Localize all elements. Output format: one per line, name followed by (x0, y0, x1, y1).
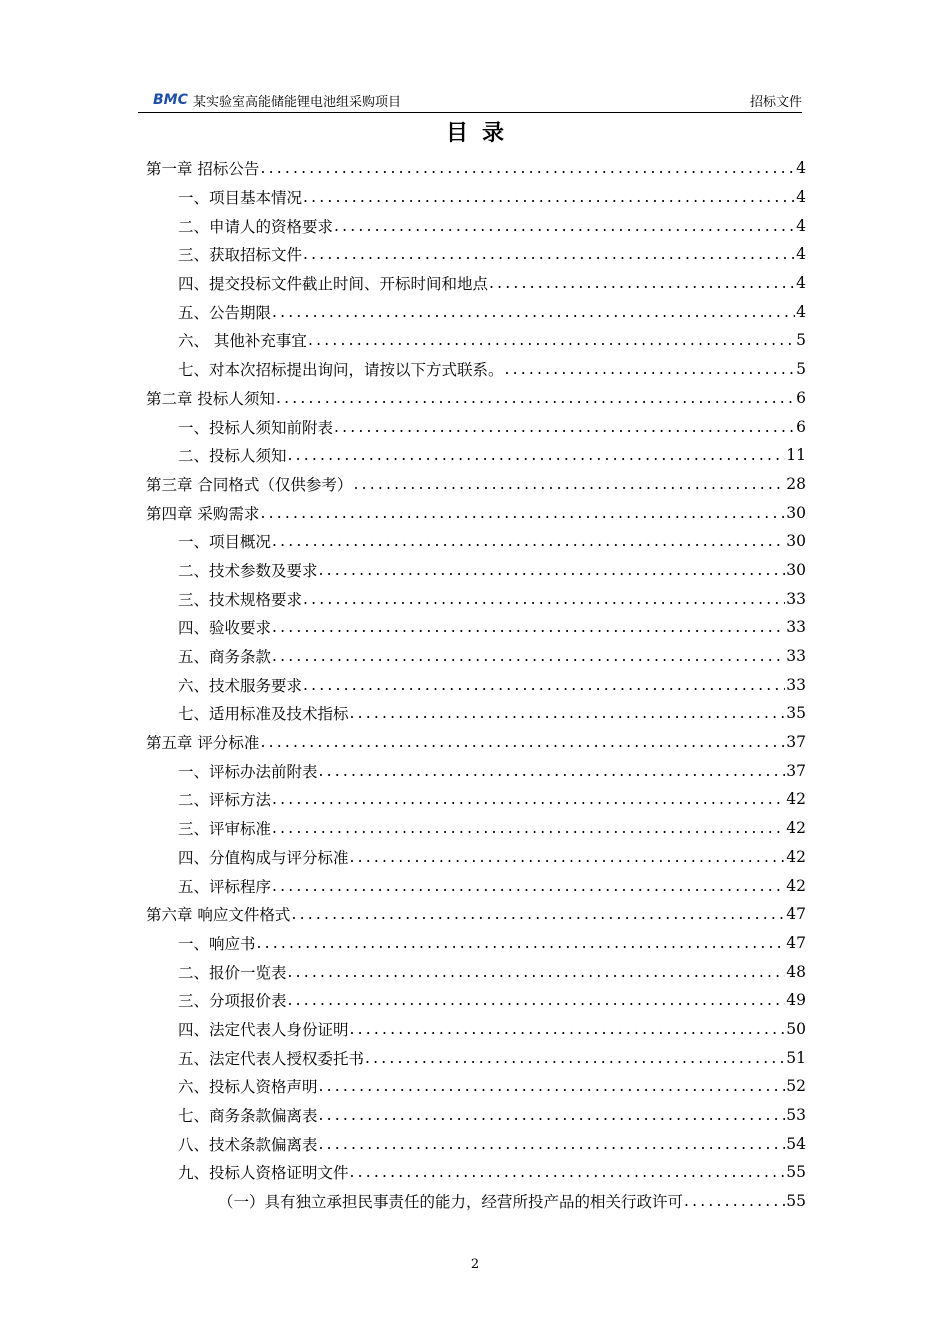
toc-entry-page: 4 (796, 188, 806, 207)
toc-entry-text: 一、项目基本情况 (178, 189, 303, 208)
toc-leader-dots (272, 647, 785, 665)
toc-leader-dots (257, 934, 786, 952)
toc-entry-text: 第四章 采购需求 (146, 504, 260, 523)
toc-entry-page: 33 (786, 675, 806, 694)
toc-entry-text: 七、对本次招标提出询问，请按以下方式联系。 (178, 361, 504, 380)
toc-entry[interactable] (146, 1043, 806, 1072)
toc-entry-text: 一、投标人须知前附表 (178, 418, 334, 437)
toc-entry[interactable] (146, 1015, 806, 1044)
toc-entry-page: 37 (786, 761, 806, 780)
toc-leader-dots (319, 1077, 786, 1095)
toc-leader-dots (319, 1106, 786, 1124)
toc-entry-text: 一、评标办法前附表 (178, 762, 318, 781)
toc-entry-page: 33 (786, 647, 806, 666)
toc-entry-text: 六、技术服务要求 (178, 676, 303, 695)
toc-entry[interactable] (146, 1072, 806, 1101)
toc-leader-dots (684, 1192, 785, 1210)
toc-entry-text: 第一章 招标公告 (146, 160, 260, 179)
toc-leader-dots (303, 590, 785, 608)
toc-entry-page: 4 (796, 245, 806, 264)
toc-leader-dots (288, 991, 786, 1009)
toc-entry[interactable] (146, 269, 806, 298)
toc-entry[interactable] (146, 355, 806, 384)
toc-entry[interactable] (146, 527, 806, 556)
toc-entry-page: 42 (786, 876, 806, 895)
toc-entry[interactable] (146, 240, 806, 269)
toc-leader-dots (319, 1135, 786, 1153)
toc-entry-text: 六、 其他补充事宜 (178, 332, 307, 351)
toc-entry-text: 三、评审标准 (178, 820, 272, 839)
toc-entry[interactable] (146, 670, 806, 699)
toc-entry-page: 33 (786, 618, 806, 637)
toc-entry-page: 5 (796, 360, 806, 379)
header-doc-type: 招标文件 (749, 95, 802, 110)
toc-entry[interactable] (146, 498, 806, 527)
toc-entry-page: 55 (786, 1192, 806, 1211)
toc-leader-dots (260, 504, 785, 522)
toc-entry-page: 54 (786, 1134, 806, 1153)
toc-entry-text: 三、技术规格要求 (178, 590, 303, 609)
toc-entry-page: 4 (796, 159, 806, 178)
toc-entry-page: 42 (786, 847, 806, 866)
toc-entry-text: 第五章 评分标准 (146, 734, 260, 753)
toc-entry[interactable] (146, 699, 806, 728)
toc-entry[interactable] (146, 929, 806, 958)
toc-leader-dots (334, 418, 795, 436)
toc-leader-dots (260, 159, 795, 177)
page-number: 2 (470, 1257, 480, 1272)
toc-leader-dots (365, 1049, 785, 1067)
toc-leader-dots (319, 561, 786, 579)
toc-entry[interactable] (146, 584, 806, 613)
toc-leader-dots (260, 733, 785, 751)
toc-entry[interactable] (146, 728, 806, 757)
toc-entry-page: 30 (786, 532, 806, 551)
toc-leader-dots (350, 1020, 786, 1038)
toc-entry-text: 八、技术条款偏离表 (178, 1135, 318, 1154)
toc-entry-text: 三、获取招标文件 (178, 246, 303, 265)
toc-entry-page: 48 (786, 962, 806, 981)
page-header (138, 88, 802, 113)
toc-entry[interactable] (146, 785, 806, 814)
toc-entry-text: 第三章 合同格式（仅供参考） (146, 475, 353, 494)
toc-entry-text: 一、项目概况 (178, 533, 272, 552)
toc-entry-page: 49 (786, 991, 806, 1010)
toc-entry[interactable] (146, 814, 806, 843)
toc-entry[interactable] (146, 326, 806, 355)
toc-entry-page: 55 (786, 1163, 806, 1182)
toc-entry-text: 第二章 投标人须知 (146, 389, 275, 408)
toc-entry-page: 37 (786, 733, 806, 752)
toc-entry-text: 五、公告期限 (178, 303, 272, 322)
toc-entry-page: 35 (786, 704, 806, 723)
toc-entry-text: 二、技术参数及要求 (178, 561, 318, 580)
toc-entry[interactable] (146, 1187, 806, 1216)
toc-entry-text: 五、法定代表人授权委托书 (178, 1049, 365, 1068)
toc-entry[interactable] (146, 556, 806, 585)
toc-entry[interactable] (146, 871, 806, 900)
toc-leader-dots (288, 446, 786, 464)
toc-entry-page: 4 (796, 274, 806, 293)
toc-entry[interactable] (146, 183, 806, 212)
toc-leader-dots (272, 618, 785, 636)
toc-leader-dots (308, 331, 795, 349)
toc-entry[interactable] (146, 470, 806, 499)
toc-entry-page: 50 (786, 1019, 806, 1038)
bmc-logo-icon (152, 90, 190, 107)
toc-leader-dots (272, 303, 795, 321)
toc-title: 目录 (445, 120, 518, 146)
toc-entry-page: 47 (786, 933, 806, 952)
toc-entry-page: 5 (796, 331, 806, 350)
toc-entry-page: 51 (786, 1048, 806, 1067)
toc-leader-dots (272, 877, 785, 895)
toc-entry-page: 6 (796, 388, 806, 407)
toc-entry-text: 第六章 响应文件格式 (146, 906, 291, 925)
toc-entry-page: 4 (796, 302, 806, 321)
toc-entry-page: 52 (786, 1077, 806, 1096)
toc-leader-dots (272, 819, 785, 837)
toc-leader-dots (319, 762, 786, 780)
toc-leader-dots (291, 905, 785, 923)
toc-leader-dots (334, 217, 795, 235)
toc-leader-dots (505, 360, 796, 378)
toc-leader-dots (272, 790, 785, 808)
toc-entry[interactable] (146, 957, 806, 986)
toc-entry-text: 四、法定代表人身份证明 (178, 1020, 349, 1039)
toc-entry[interactable] (146, 900, 806, 929)
toc-entry-page: 42 (786, 819, 806, 838)
toc-entry-text: 九、投标人资格证明文件 (178, 1164, 349, 1183)
toc-entry-text: 二、投标人须知 (178, 447, 287, 466)
toc-entry[interactable] (146, 384, 806, 413)
toc-leader-dots (303, 676, 785, 694)
toc-entry-page: 6 (796, 417, 806, 436)
toc-entry-text: （一）具有独立承担民事责任的能力，经营所投产品的相关行政许可 (218, 1193, 684, 1212)
toc-entry[interactable] (146, 613, 806, 642)
toc-entry-page: 33 (786, 589, 806, 608)
header-project-title: 某实验室高能储能锂电池组采购项目 (193, 95, 402, 110)
toc-entry-page: 4 (796, 216, 806, 235)
toc-leader-dots (288, 963, 786, 981)
toc-entry-text: 四、验收要求 (178, 619, 272, 638)
table-of-contents (146, 154, 806, 1215)
toc-entry-page: 47 (786, 905, 806, 924)
toc-leader-dots (303, 188, 795, 206)
toc-entry-text: 三、分项报价表 (178, 992, 287, 1011)
toc-leader-dots (350, 704, 786, 722)
toc-entry-text: 二、申请人的资格要求 (178, 217, 334, 236)
toc-entry-text: 七、商务条款偏离表 (178, 1107, 318, 1126)
toc-entry-page: 42 (786, 790, 806, 809)
toc-entry-text: 四、提交投标文件截止时间、开标时间和地点 (178, 275, 489, 294)
toc-leader-dots (276, 389, 795, 407)
toc-entry[interactable] (146, 154, 806, 183)
toc-entry-page: 28 (786, 474, 806, 493)
toc-entry-text: 五、商务条款 (178, 648, 272, 667)
toc-entry[interactable] (146, 441, 806, 470)
toc-entry[interactable] (146, 1101, 806, 1130)
toc-entry-text: 六、投标人资格声明 (178, 1078, 318, 1097)
toc-entry[interactable] (146, 843, 806, 872)
toc-entry[interactable] (146, 297, 806, 326)
toc-entry-page: 53 (786, 1106, 806, 1125)
toc-leader-dots (350, 1163, 786, 1181)
toc-entry-text: 一、响应书 (178, 934, 256, 953)
toc-entry[interactable] (146, 986, 806, 1015)
toc-entry[interactable] (146, 642, 806, 671)
toc-entry-text: 二、报价一览表 (178, 963, 287, 982)
toc-entry[interactable] (146, 1129, 806, 1158)
toc-leader-dots (489, 274, 795, 292)
toc-entry[interactable] (146, 756, 806, 785)
toc-leader-dots (353, 475, 785, 493)
toc-entry-text: 五、评标程序 (178, 877, 272, 896)
toc-entry[interactable] (146, 1158, 806, 1187)
toc-entry-page: 11 (786, 446, 806, 465)
toc-entry-text: 二、评标方法 (178, 791, 272, 810)
toc-entry[interactable] (146, 412, 806, 441)
toc-entry-text: 四、分值构成与评分标准 (178, 848, 349, 867)
svg-text:BMC: BMC (153, 92, 188, 107)
toc-entry-page: 30 (786, 560, 806, 579)
toc-entry-text: 七、适用标准及技术指标 (178, 705, 349, 724)
toc-entry-page: 30 (786, 503, 806, 522)
toc-entry[interactable] (146, 211, 806, 240)
toc-leader-dots (303, 245, 795, 263)
toc-leader-dots (272, 532, 785, 550)
toc-leader-dots (350, 848, 786, 866)
